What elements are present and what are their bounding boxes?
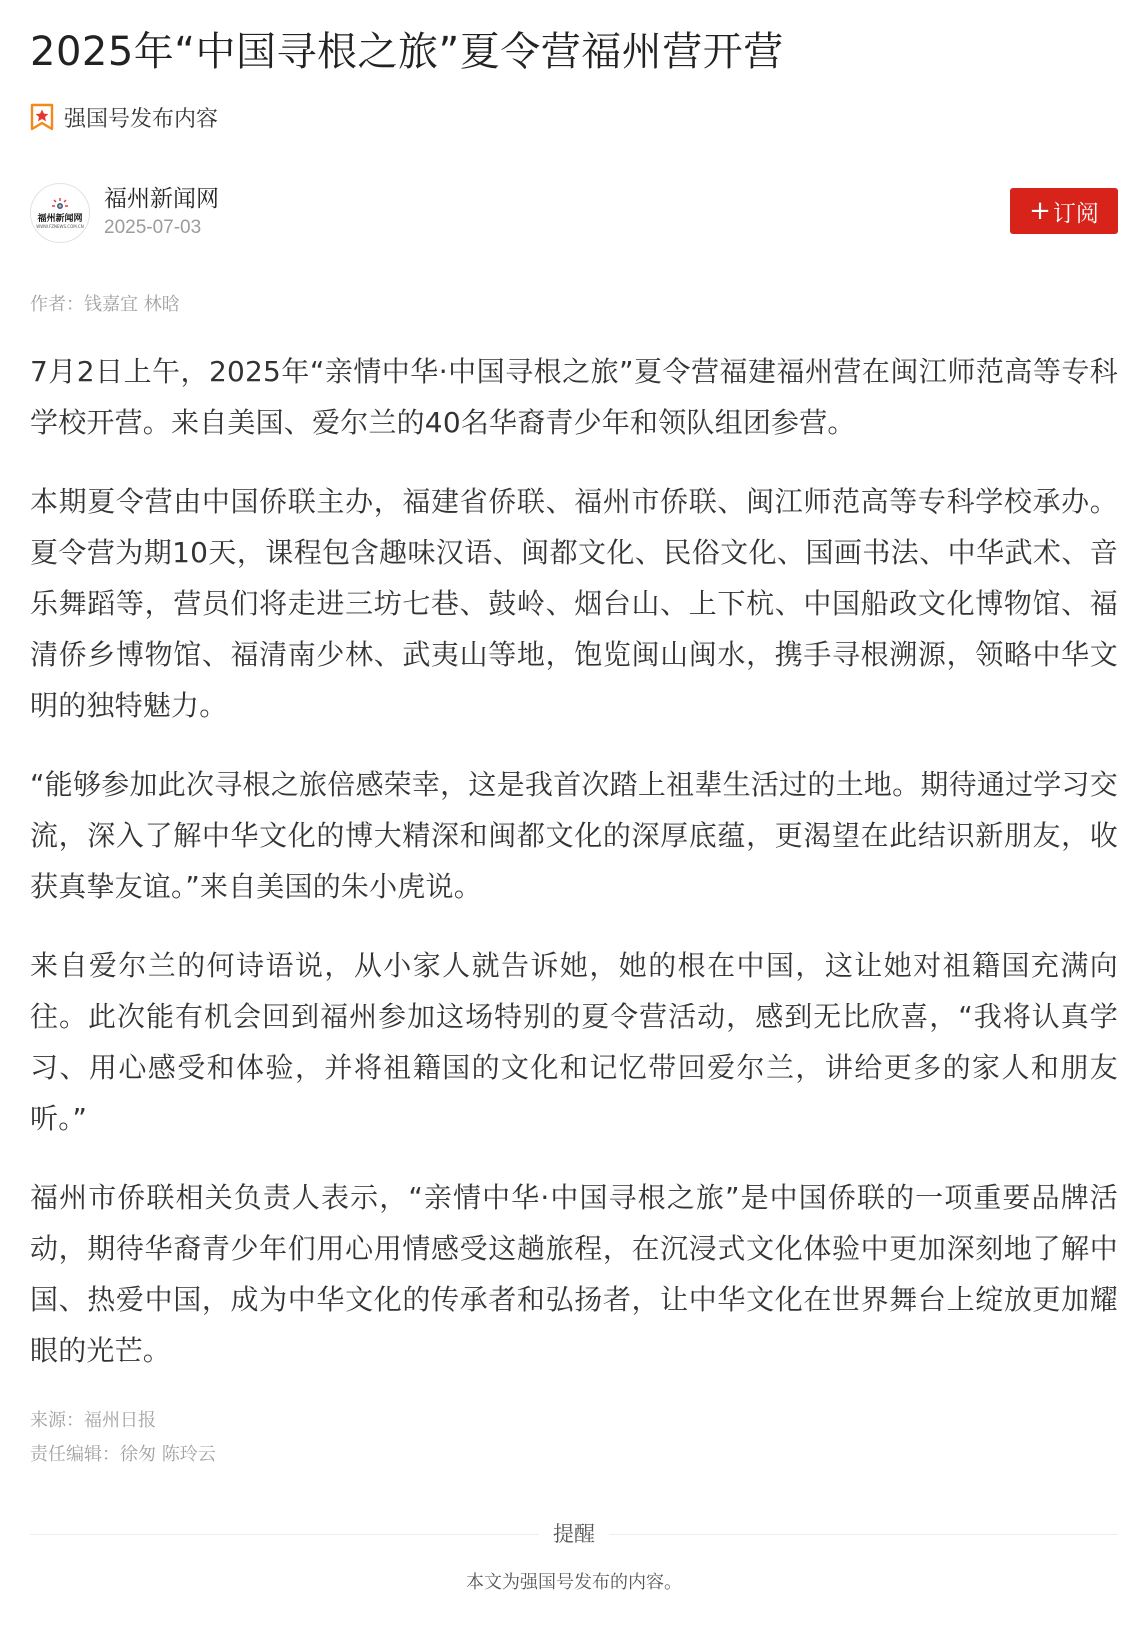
publish-badge-text: 强国号发布内容: [64, 106, 219, 132]
article-footer-meta: [30, 1404, 1118, 1472]
article-paragraph: “能够参加此次寻根之旅倍感荣幸，这是我首次踏上祖辈生活过的土地。期待通过学习交流，深入了解中华文化的博大精深和闽都文化的深厚底蕴，更渴望在此结识新朋友，收获真挚友谊。”来自美国的朱小虎说。: [30, 768, 1118, 903]
fznews-logo-icon: [51, 197, 69, 213]
article-paragraph: 本期夏令营由中国侨联主办，福建省侨联、福州市侨联、闽江师范高等专科学校承办。夏令营为期10天，课程包含趣味汉语、闽都文化、民俗文化、国画书法、中华武术、音乐舞蹈等，营员们将走进三坊七巷、鼓岭、烟台山、上下杭、中国船政文化博物馆、福清侨乡博物馆、福清南少林、武夷山等地，饱览闽山闽水，携手寻根溯源，领略中华文明的独特魅力。: [30, 485, 1118, 722]
reminder-title: 提醒: [539, 1516, 609, 1552]
article-editor: 责任编辑：徐匆 陈玲云: [30, 1444, 216, 1465]
publisher-meta: [104, 184, 219, 242]
article-title: 2025年“中国寻根之旅”夏令营福州营开营: [30, 29, 784, 75]
publisher-avatar[interactable]: [30, 183, 90, 243]
article-paragraph: 来自爱尔兰的何诗语说，从小家人就告诉她，她的根在中国，这让她对祖籍国充满向往。此次能有机会回到福州参加这场特别的夏令营活动，感到无比欣喜，“我将认真学习、用心感受和体验，并将祖籍国的文化和记忆带回爱尔兰，讲给更多的家人和朋友听。”: [30, 949, 1118, 1135]
article-source: 来源：福州日报: [30, 1410, 156, 1431]
publisher-row: [30, 180, 1118, 246]
article-body: [30, 346, 1118, 1376]
article-paragraph: 7月2日上午，2025年“亲情中华·中国寻根之旅”夏令营福建福州营在闽江师范高等专科学校开营。来自美国、爱尔兰的40名华裔青少年和领队组团参营。: [30, 355, 1118, 439]
logo-subtext: WWW.FZNEWS.COM.CN: [36, 224, 84, 229]
logo-text: 福州新闻网: [37, 214, 83, 224]
plus-icon: +: [1029, 196, 1051, 226]
star-badge-icon: [30, 103, 54, 131]
reminder-text: 本文为强国号发布的内容。: [466, 1572, 682, 1593]
publish-date: 2025-07-03: [104, 217, 202, 238]
publisher-name[interactable]: 福州新闻网: [104, 186, 219, 212]
subscribe-button[interactable]: [1010, 188, 1118, 234]
reminder-divider: [30, 1516, 1118, 1552]
subscribe-label: 订阅: [1052, 200, 1099, 227]
publish-badge-row: [30, 102, 1118, 132]
article-paragraph: 福州市侨联相关负责人表示，“亲情中华·中国寻根之旅”是中国侨联的一项重要品牌活动，期待华裔青少年们用心用情感受这趟旅程，在沉浸式文化体验中更加深刻地了解中国、热爱中国，成为中华文化的传承者和弘扬者，让中华文化在世界舞台上绽放更加耀眼的光芒。: [30, 1181, 1118, 1367]
article-byline: 作者：钱嘉宜 林晗: [30, 294, 180, 315]
